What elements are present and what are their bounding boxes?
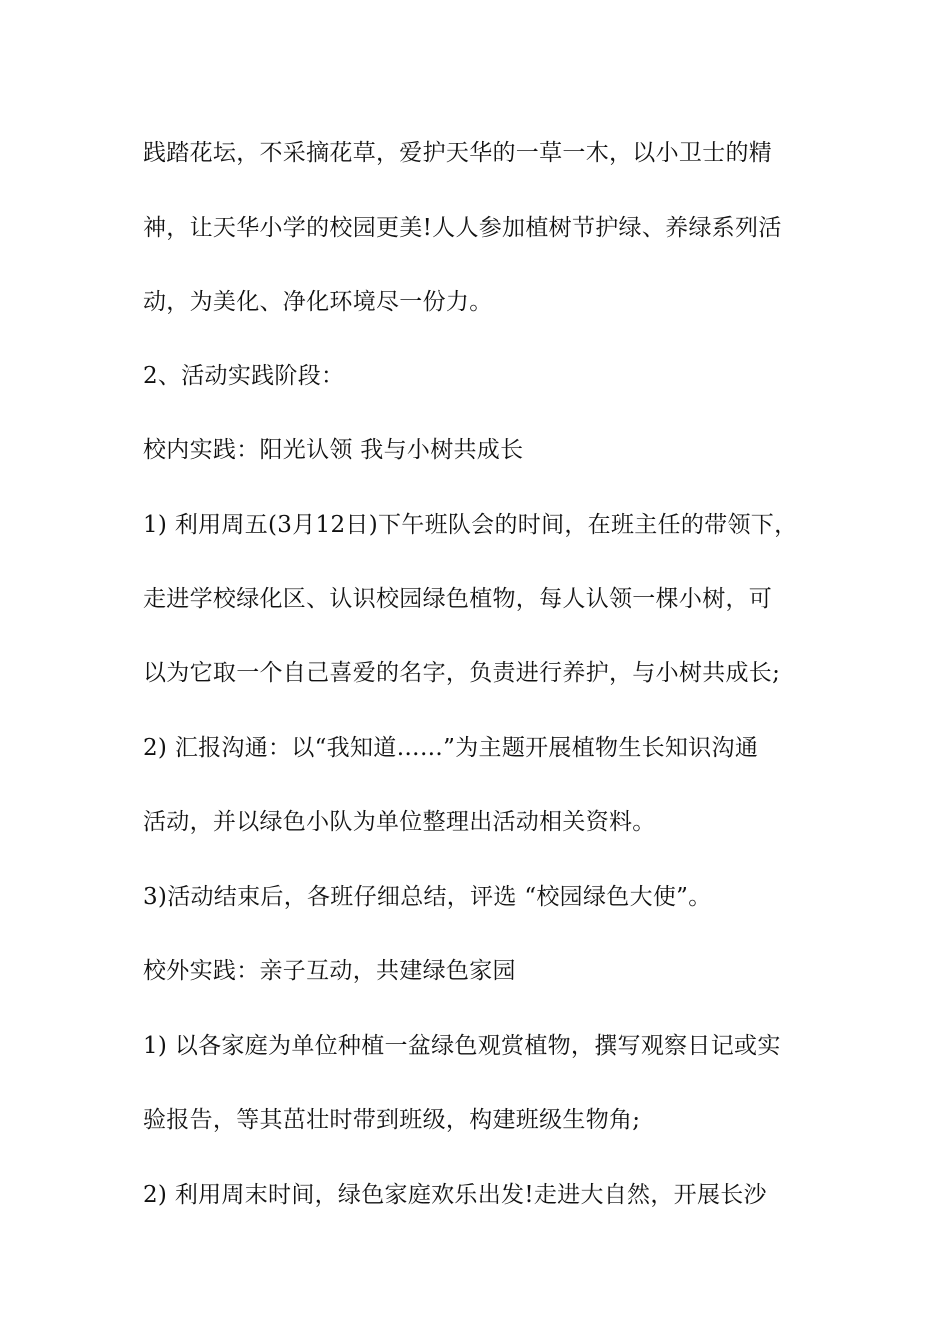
list-item-line: 以为它取一个自己喜爱的名字，负责进行养护，与小树共成长; <box>143 660 781 686</box>
list-item-line: 活动，并以绿色小队为单位整理出活动相关资料。 <box>143 809 656 835</box>
list-item-line: 1) 利用周五(3月12日)下午班队会的时间，在班主任的带领下， <box>143 512 798 538</box>
subsection-heading: 校内实践：阳光认领 我与小树共成长 <box>143 437 524 463</box>
list-item-line: 2) 汇报沟通：以“我知道……”为主题开展植物生长知识沟通 <box>143 735 759 761</box>
list-item-line: 1) 以各家庭为单位种植一盆绿色观赏植物，撰写观察日记或实 <box>143 1033 781 1059</box>
paragraph-line: 动，为美化、净化环境尽一份力。 <box>143 289 493 315</box>
subsection-heading: 校外实践：亲子互动，共建绿色家园 <box>143 958 516 984</box>
paragraph-line: 神，让天华小学的校园更美!人人参加植树节护绿、养绿系列活 <box>143 215 782 241</box>
list-item-line: 走进学校绿化区、认识校园绿色植物，每人认领一棵小树，可 <box>143 586 773 612</box>
list-item-line: 3)活动结束后，各班仔细总结，评选 “校园绿色大使”。 <box>143 884 712 910</box>
list-item-line: 2) 利用周末时间，绿色家庭欢乐出发!走进大自然，开展长沙 <box>143 1182 767 1208</box>
section-heading: 2、活动实践阶段： <box>143 363 345 389</box>
paragraph-line: 践踏花坛，不采摘花草，爱护天华的一草一木，以小卫士的精 <box>143 140 773 166</box>
list-item-line: 验报告，等其茁壮时带到班级，构建班级生物角; <box>143 1107 641 1133</box>
